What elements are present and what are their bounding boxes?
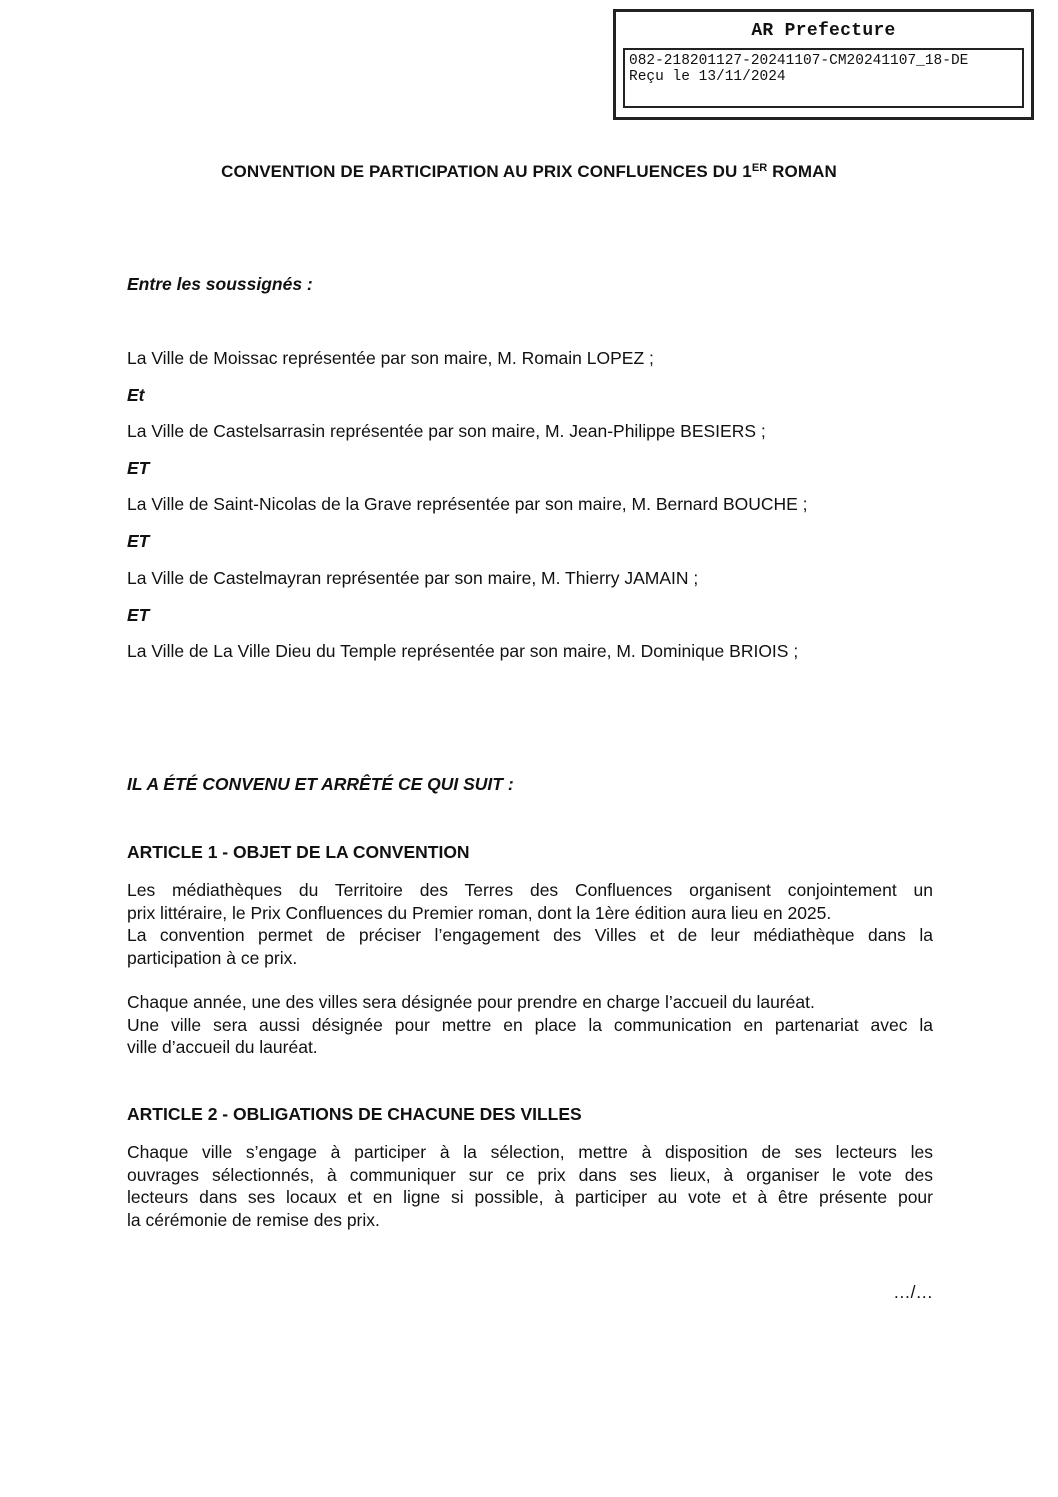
title-superscript: ER bbox=[751, 162, 768, 174]
prefecture-stamp bbox=[613, 9, 1034, 120]
paragraph-line: La convention permet de préciser l’engagement des Villes et de leur médiathèque dans la bbox=[127, 925, 933, 946]
party-connector: ET bbox=[127, 605, 150, 625]
party-la-ville-dieu: La Ville de La Ville Dieu du Temple représentée par son maire, M. Dominique BRIOIS ; bbox=[127, 641, 799, 661]
document-title bbox=[0, 162, 1058, 182]
party-connector: ET bbox=[127, 458, 150, 478]
party-connector: Et bbox=[127, 385, 145, 405]
paragraph-line: Chaque année, une des villes sera désignée pour prendre en charge l’accueil du lauréat. bbox=[127, 992, 815, 1012]
stamp-reference: 082-218201127-20241107-CM20241107_18-DE bbox=[629, 53, 969, 69]
stamp-title: AR Prefecture bbox=[751, 21, 896, 41]
article2-paragraph-1 bbox=[127, 1141, 933, 1231]
paragraph-line: la cérémonie de remise des prix. bbox=[127, 1209, 380, 1230]
page-continuation: …/… bbox=[893, 1282, 933, 1302]
party-moissac: La Ville de Moissac représentée par son maire, M. Romain LOPEZ ; bbox=[127, 348, 654, 368]
parties-heading: Entre les soussignés : bbox=[127, 274, 313, 294]
article2-heading: ARTICLE 2 - OBLIGATIONS DE CHACUNE DES VILLES bbox=[127, 1104, 582, 1124]
paragraph-line: ville d’accueil du lauréat. bbox=[127, 1037, 318, 1058]
article1-paragraph-2 bbox=[127, 991, 933, 1059]
paragraph-line: Chaque ville s’engage à participer à la sélection, mettre à disposition de ses lecteurs les bbox=[127, 1142, 933, 1162]
paragraph-line: Une ville sera aussi désignée pour mettre en place la communication en partenariat avec la bbox=[127, 1014, 933, 1035]
title-main: CONVENTION DE PARTICIPATION AU PRIX CONFLUENCES DU 1 bbox=[221, 162, 752, 181]
paragraph-line: lecteurs dans ses locaux et en ligne si possible, à participer au vote et à être présente pour bbox=[127, 1187, 933, 1208]
stamp-received-date: Reçu le 13/11/2024 bbox=[629, 69, 786, 85]
paragraph-line: prix littéraire, le Prix Confluences du Premier roman, dont la 1ère édition aura lieu en 2025. bbox=[127, 902, 832, 923]
article1-paragraph-1 bbox=[127, 879, 933, 969]
paragraph-line: Les médiathèques du Territoire des Terres des Confluences organisent conjointement un bbox=[127, 880, 933, 900]
party-saint-nicolas: La Ville de Saint-Nicolas de la Grave représentée par son maire, M. Bernard BOUCHE ; bbox=[127, 494, 808, 514]
title-end: ROMAN bbox=[767, 162, 837, 181]
party-castelsarrasin: La Ville de Castelsarrasin représentée par son maire, M. Jean-Philippe BESIERS ; bbox=[127, 421, 766, 441]
party-castelmayran: La Ville de Castelmayran représentée par son maire, M. Thierry JAMAIN ; bbox=[127, 568, 699, 588]
stamp-details bbox=[623, 48, 1024, 108]
paragraph-line: participation à ce prix. bbox=[127, 947, 298, 968]
article1-heading: ARTICLE 1 - OBJET DE LA CONVENTION bbox=[127, 842, 470, 862]
agreement-heading: IL A ÉTÉ CONVENU ET ARRÊTÉ CE QUI SUIT : bbox=[127, 774, 514, 794]
party-connector: ET bbox=[127, 531, 150, 551]
paragraph-line: ouvrages sélectionnés, à communiquer sur ce prix dans ses lieux, à organiser le vote des bbox=[127, 1164, 933, 1185]
